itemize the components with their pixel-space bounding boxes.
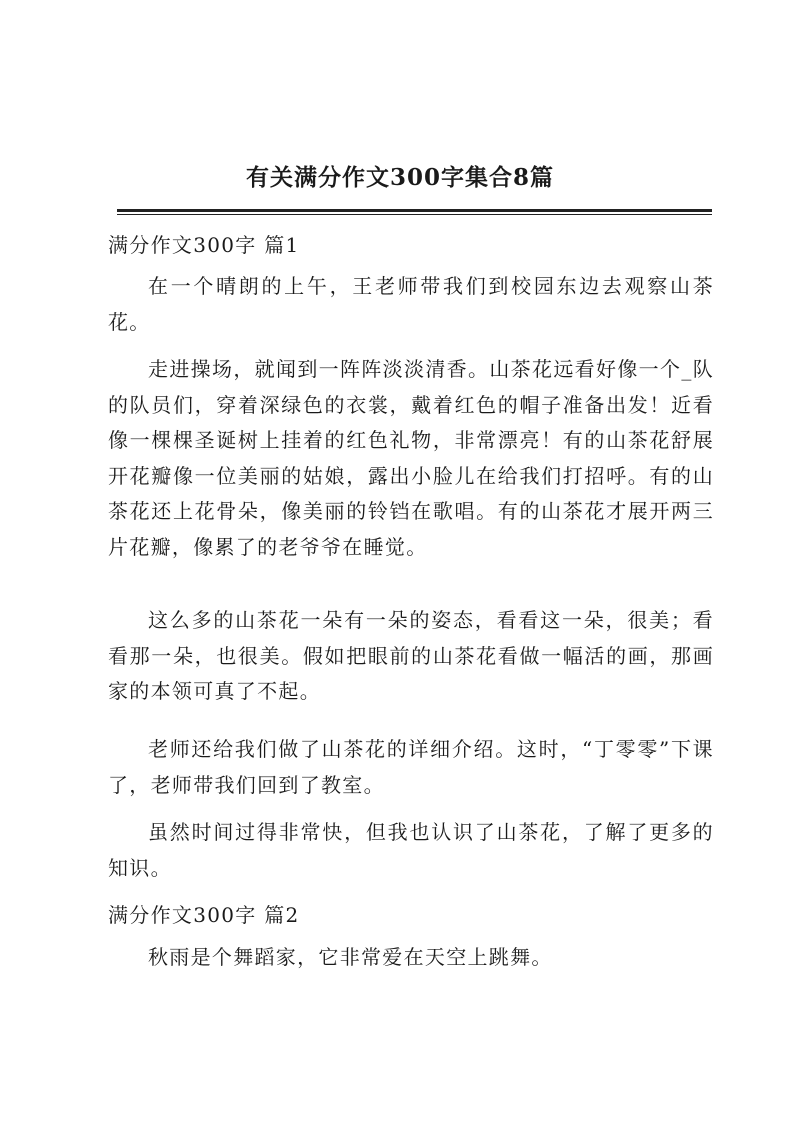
paragraph: 这么多的山茶花一朵有一朵的姿态，看看这一朵，很美；看看那一朵，也很美。假如把眼前的山茶花看做一幅活的画，那画家的本领可真了不起。 (108, 608, 714, 703)
paragraph: 秋雨是个舞蹈家，它非常爱在天空上跳舞。 (148, 945, 553, 969)
paragraph: 在一个晴朗的上午，王老师带我们到校园东边去观察山茶花。 (108, 274, 714, 334)
title-divider-thin (117, 214, 712, 215)
paragraph: 老师还给我们做了山茶花的详细介绍。这时，“丁零零”下课了，老师带我们回到了教室。 (108, 737, 714, 797)
paragraph: 走进操场，就闻到一阵阵淡淡清香。山茶花远看好像一个_队的队员们，穿着深绿色的衣裳，戴着红色的帽子准备出发！近看像一棵棵圣诞树上挂着的红色礼物，非常漂亮！有的山茶花舒展开花瓣像一位美丽的姑娘，露出小脸儿在给我们打招呼。有的山茶花还上花骨朵，像美丽的铃铛在歌唱。有的山茶花才展开两三片花瓣，像累了的老爷爷在睡觉。 (108, 357, 714, 559)
section-heading-1: 满分作文300字 篇1 (108, 233, 300, 257)
paragraph: 虽然时间过得非常快，但我也认识了山茶花，了解了更多的知识。 (108, 820, 714, 880)
title-divider-thick (117, 209, 712, 212)
section-heading-2: 满分作文300字 篇2 (108, 903, 300, 927)
document-title: 有关满分作文300字集合8篇 (245, 164, 554, 191)
